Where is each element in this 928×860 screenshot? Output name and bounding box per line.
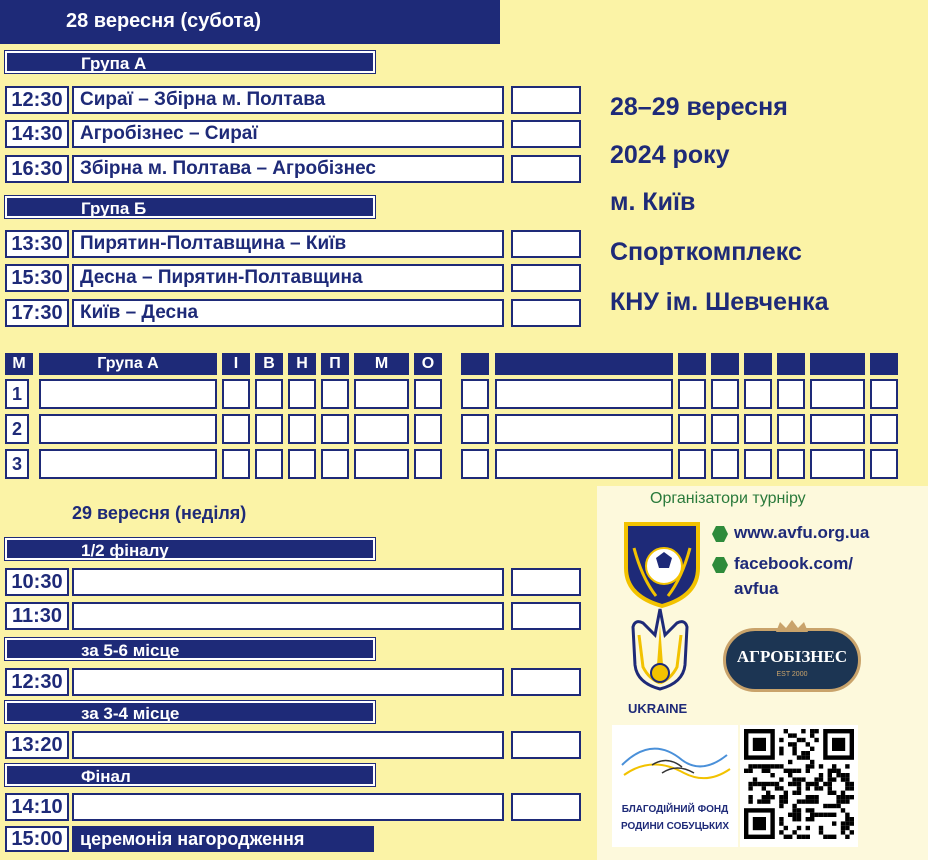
standings-cell[interactable] — [777, 449, 805, 479]
match-time: 10:30 — [5, 568, 69, 596]
standings-cell[interactable] — [321, 379, 349, 409]
standings-cell[interactable] — [354, 379, 409, 409]
standings-cell[interactable] — [222, 379, 250, 409]
standings-cell[interactable] — [39, 449, 217, 479]
score-box[interactable] — [511, 299, 581, 327]
match-time: 15:30 — [5, 264, 69, 292]
standings-cell[interactable] — [255, 414, 283, 444]
day2-title: 29 вересня (неділя) — [72, 503, 247, 523]
standings-row-number: 2 — [5, 414, 29, 444]
standings-cell[interactable] — [255, 379, 283, 409]
match-time: 16:30 — [5, 155, 69, 183]
qr-code-icon — [744, 729, 854, 843]
agrobiznes-est: EST 2000 — [776, 671, 808, 678]
standings-header-group: Група А — [39, 353, 217, 375]
semifinal-bar: 1/2 фіналу — [5, 538, 375, 560]
standings-b-header — [678, 353, 706, 375]
standings-row-number: 3 — [5, 449, 29, 479]
match-teams: Збірна м. Полтава – Агробізнес — [72, 155, 504, 183]
match-time: 14:30 — [5, 120, 69, 148]
website-link[interactable]: www.avfu.org.ua — [734, 523, 870, 542]
standings-header-place: М — [5, 353, 33, 375]
standings-cell[interactable] — [288, 379, 316, 409]
fifth-place-bar: за 5-6 місце — [5, 638, 375, 660]
score-box[interactable] — [511, 602, 581, 630]
charity-line2: РОДИНИ СОБУЦЬКИХ — [620, 821, 730, 832]
match-time: 12:30 — [5, 86, 69, 114]
standings-cell[interactable] — [414, 379, 442, 409]
score-box[interactable] — [511, 120, 581, 148]
score-box[interactable] — [511, 155, 581, 183]
match-teams[interactable] — [72, 568, 504, 596]
match-teams[interactable] — [72, 793, 504, 821]
hands-icon — [612, 725, 738, 795]
ceremony-time: 15:00 — [5, 826, 69, 852]
standings-cell[interactable] — [414, 449, 442, 479]
avfu-logo-icon — [622, 518, 702, 608]
standings-cell[interactable] — [354, 414, 409, 444]
standings-cell[interactable] — [744, 414, 772, 444]
standings-cell[interactable] — [354, 449, 409, 479]
standings-b-header — [495, 353, 673, 375]
standings-cell[interactable] — [495, 449, 673, 479]
standings-header-losses: П — [321, 353, 349, 375]
standings-b-header — [711, 353, 739, 375]
day1-title: 28 вересня (субота) — [66, 10, 262, 32]
match-teams: Десна – Пирятин-Полтавщина — [72, 264, 504, 292]
standings-cell[interactable] — [288, 414, 316, 444]
charity-logo — [612, 725, 738, 847]
standings-cell[interactable] — [321, 414, 349, 444]
match-time: 14:10 — [5, 793, 69, 821]
standings-cell[interactable] — [810, 414, 865, 444]
score-box[interactable] — [511, 230, 581, 258]
standings-header-goals: М — [354, 353, 409, 375]
standings-header-draws: Н — [288, 353, 316, 375]
standings-cell[interactable] — [810, 449, 865, 479]
standings-cell[interactable] — [39, 379, 217, 409]
standings-cell[interactable] — [461, 379, 489, 409]
crown-icon — [772, 618, 812, 634]
organizers-title: Організатори турніру — [650, 490, 806, 507]
standings-cell[interactable] — [414, 414, 442, 444]
match-time: 13:30 — [5, 230, 69, 258]
facebook-link-continued[interactable]: avfua — [734, 579, 779, 598]
standings-cell[interactable] — [495, 379, 673, 409]
score-box[interactable] — [511, 86, 581, 114]
match-teams: Агробізнес – Сираї — [72, 120, 504, 148]
standings-cell[interactable] — [255, 449, 283, 479]
standings-cell[interactable] — [222, 414, 250, 444]
standings-b-header — [870, 353, 898, 375]
score-box[interactable] — [511, 264, 581, 292]
standings-cell[interactable] — [678, 449, 706, 479]
standings-cell[interactable] — [777, 414, 805, 444]
match-teams: Пирятин-Полтавщина – Київ — [72, 230, 504, 258]
standings-cell[interactable] — [744, 449, 772, 479]
standings-cell[interactable] — [321, 449, 349, 479]
match-time: 13:20 — [5, 731, 69, 759]
standings-cell[interactable] — [288, 449, 316, 479]
standings-cell[interactable] — [711, 414, 739, 444]
qr-code[interactable] — [740, 725, 858, 847]
ukraine-label: UKRAINE — [628, 701, 688, 716]
standings-cell[interactable] — [744, 379, 772, 409]
event-venue-name: КНУ ім. Шевченка — [610, 288, 829, 316]
match-time: 12:30 — [5, 668, 69, 696]
standings-header-games: І — [222, 353, 250, 375]
standings-cell[interactable] — [495, 414, 673, 444]
banner-cut — [440, 0, 500, 44]
standings-cell[interactable] — [777, 379, 805, 409]
event-city: м. Київ — [610, 188, 696, 216]
standings-row-number: 1 — [5, 379, 29, 409]
standings-cell[interactable] — [222, 449, 250, 479]
match-time: 11:30 — [5, 602, 69, 630]
agrobiznes-logo — [723, 628, 861, 692]
group-a-bar: Група А — [5, 51, 375, 73]
standings-cell[interactable] — [870, 379, 898, 409]
match-teams[interactable] — [72, 731, 504, 759]
standings-cell[interactable] — [810, 379, 865, 409]
third-place-bar: за 3-4 місце — [5, 701, 375, 723]
final-bar: Фінал — [5, 764, 375, 786]
score-box[interactable] — [511, 731, 581, 759]
match-teams[interactable] — [72, 602, 504, 630]
standings-b-header — [777, 353, 805, 375]
event-venue: Спорткомплекс — [610, 238, 802, 266]
standings-b-header — [810, 353, 865, 375]
standings-header-points: О — [414, 353, 442, 375]
standings-header-wins: В — [255, 353, 283, 375]
score-box[interactable] — [511, 668, 581, 696]
match-teams: Сираї – Збірна м. Полтава — [72, 86, 504, 114]
charity-line1: БЛАГОДІЙНИЙ ФОНД — [621, 804, 729, 815]
facebook-link[interactable]: facebook.com/ — [734, 554, 854, 573]
match-teams[interactable] — [72, 668, 504, 696]
standings-b-header — [744, 353, 772, 375]
standings-cell[interactable] — [678, 379, 706, 409]
match-teams: Київ – Десна — [72, 299, 504, 327]
score-box[interactable] — [511, 568, 581, 596]
score-box[interactable] — [511, 793, 581, 821]
agrobiznes-logo-text: АГРОБІЗНЕС — [736, 647, 848, 666]
standings-cell[interactable] — [870, 449, 898, 479]
group-b-bar: Група Б — [5, 196, 375, 218]
standings-cell[interactable] — [711, 449, 739, 479]
event-year: 2024 року — [610, 141, 730, 169]
event-dates: 28–29 вересня — [610, 93, 788, 121]
standings-cell[interactable] — [711, 379, 739, 409]
standings-cell[interactable] — [870, 414, 898, 444]
standings-cell[interactable] — [461, 414, 489, 444]
standings-b-header — [461, 353, 489, 375]
ceremony-label: церемонія нагородження — [72, 826, 374, 852]
ukraine-trident-icon — [625, 605, 695, 700]
standings-cell[interactable] — [39, 414, 217, 444]
standings-cell[interactable] — [678, 414, 706, 444]
match-time: 17:30 — [5, 299, 69, 327]
standings-cell[interactable] — [461, 449, 489, 479]
